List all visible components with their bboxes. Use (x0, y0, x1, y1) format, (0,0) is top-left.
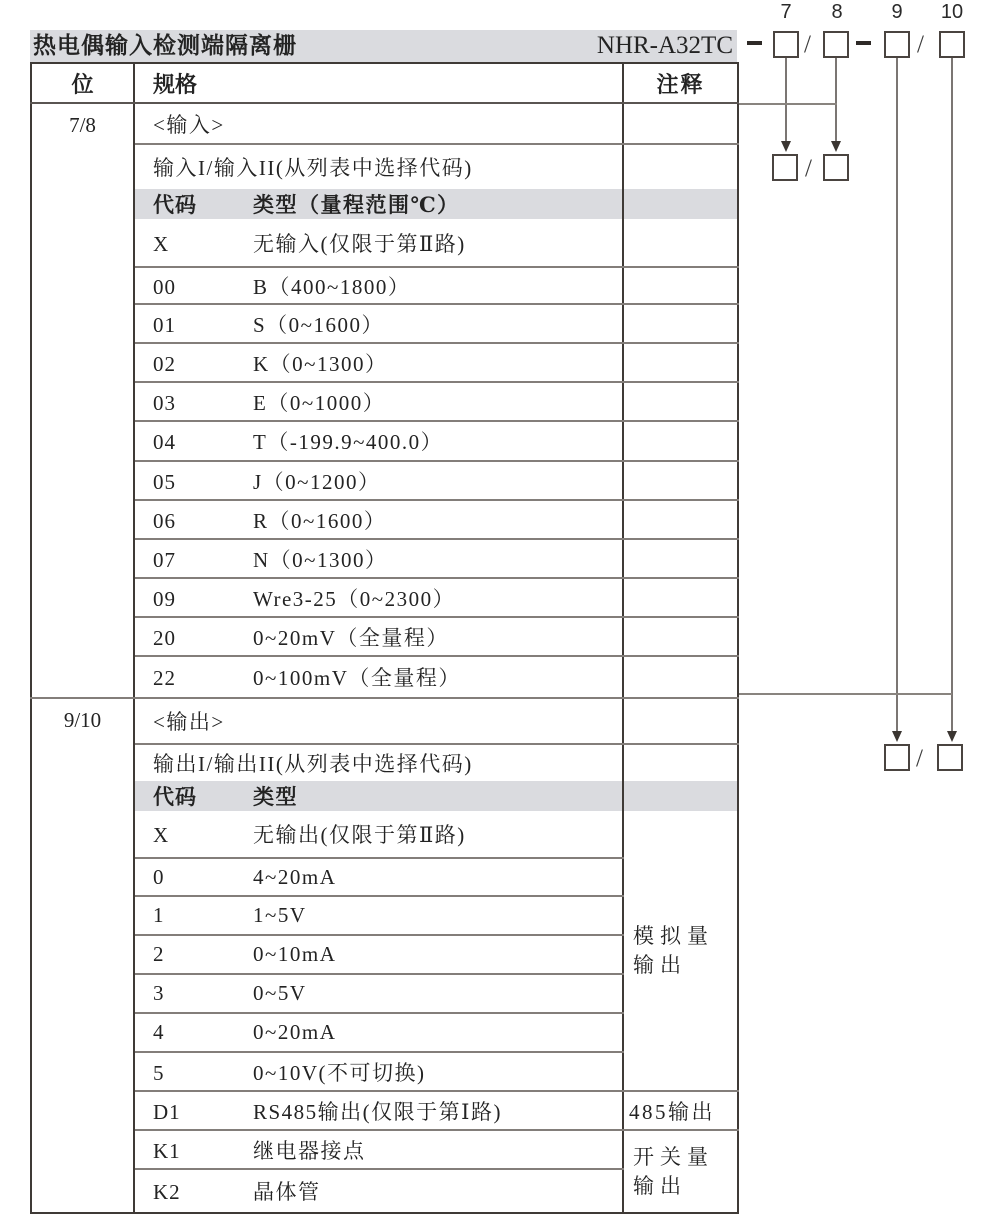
table-row (31, 144, 738, 189)
row-type: 0~20mV（全量程） (253, 625, 449, 650)
note-analog-output: 模拟量输出 (623, 811, 738, 1091)
table-row (31, 656, 738, 698)
row-type: Wre3-25（0~2300） (253, 586, 456, 611)
row-type: N（0~1300） (253, 547, 388, 572)
row-type: 0~10mA (253, 942, 337, 966)
arrow-down-icon (831, 141, 841, 152)
list-header-row (31, 189, 738, 219)
section-intro: <输入> (134, 103, 623, 144)
row-type: 无输入(仅限于第Ⅱ路) (253, 231, 466, 256)
table-row (31, 382, 738, 421)
section-pos-910: 9/10 (31, 698, 134, 1213)
code-box-digit-10 (939, 31, 965, 58)
code-box-digit-9 (884, 31, 910, 58)
arrow-down-icon (892, 731, 902, 742)
table-row (31, 343, 738, 382)
arrow-down-icon (947, 731, 957, 742)
list-header-code: 代码 (153, 193, 197, 217)
list-header-row (31, 781, 738, 811)
code-box-digit-8 (823, 31, 849, 58)
drop-line-7 (785, 58, 787, 142)
row-type: S（0~1600） (253, 312, 385, 337)
arrow-down-icon (781, 141, 791, 152)
row-code: X (153, 823, 170, 847)
table-row (31, 578, 738, 617)
row-type: R（0~1600） (253, 508, 387, 533)
row-type: B（400~1800） (253, 274, 411, 299)
digit-label-10: 10 (940, 1, 964, 23)
row-code: 01 (153, 312, 176, 337)
row-type: 0~10V(不可切换) (253, 1060, 426, 1085)
row-type: 0~20mA (253, 1020, 337, 1044)
slash-separator: / (916, 745, 923, 772)
digit-label-9: 9 (891, 1, 903, 23)
row-code: 03 (153, 390, 176, 415)
row-code: 20 (153, 625, 176, 650)
row-code: 02 (153, 351, 176, 376)
slash-separator: / (804, 31, 811, 58)
drop-line-10 (951, 58, 953, 732)
slash-separator: / (917, 31, 924, 58)
row-code: X (153, 231, 170, 256)
list-header-type: 类型 (253, 785, 298, 809)
connector-line-910 (737, 693, 952, 695)
row-code: 04 (153, 430, 176, 454)
table-row (31, 461, 738, 500)
col-header-spec: 规格 (134, 63, 623, 103)
row-type: 0~100mV（全量程） (253, 666, 461, 690)
row-code: 2 (153, 942, 165, 966)
row-code: K1 (153, 1138, 181, 1163)
row-type: 0~5V (253, 981, 307, 1005)
digit-label-8: 8 (831, 1, 843, 23)
table-row (31, 1091, 738, 1130)
dash-separator (856, 41, 871, 45)
input-code-box-1 (772, 154, 798, 181)
row-code: 3 (153, 981, 165, 1005)
row-code: 09 (153, 586, 176, 611)
table-row (31, 103, 738, 144)
row-type: RS485输出(仅限于第Ⅰ路) (253, 1099, 502, 1124)
note-switch-output: 开关量输出 (633, 1145, 714, 1198)
row-type: 4~20mA (253, 864, 337, 889)
list-header-type: 类型（量程范围℃） (253, 193, 460, 217)
row-code: 1 (153, 903, 165, 927)
row-code: 22 (153, 666, 176, 690)
note-485-output: 485输出 (623, 1091, 738, 1130)
col-header-note: 注释 (623, 63, 738, 103)
row-type: E（0~1000） (253, 390, 386, 415)
row-type: T（-199.9~400.0） (253, 430, 444, 454)
row-type: 无输出(仅限于第Ⅱ路) (253, 823, 466, 847)
table-row (31, 744, 738, 781)
model-code: NHR-A32TC (596, 32, 733, 59)
code-box-digit-7 (773, 31, 799, 58)
digit-label-7: 7 (780, 1, 792, 23)
row-code: 06 (153, 508, 176, 533)
table-row (31, 500, 738, 539)
title-bar (30, 30, 737, 62)
input-code-box-2 (823, 154, 849, 181)
output-code-box-2 (937, 744, 963, 771)
table-row (31, 811, 738, 858)
section-intro: <输出> (134, 698, 623, 744)
row-code: 4 (153, 1020, 165, 1044)
row-code: 5 (153, 1060, 165, 1085)
list-header-code: 代码 (153, 785, 197, 809)
dash-separator (747, 41, 762, 45)
row-code: 0 (153, 864, 165, 889)
table-row (31, 539, 738, 578)
section-subtitle: 输出I/输出II(从列表中选择代码) (134, 744, 623, 781)
slash-separator: / (805, 155, 812, 182)
row-type: J（0~1200） (253, 469, 381, 494)
row-type: 继电器接点 (253, 1138, 366, 1163)
row-code: 00 (153, 274, 176, 299)
table-header-row (31, 63, 738, 103)
section-subtitle: 输入I/输入II(从列表中选择代码) (134, 144, 623, 189)
table-row (31, 698, 738, 744)
table-row (31, 267, 738, 304)
connector-line-78 (737, 103, 837, 105)
row-type: 晶体管 (253, 1180, 321, 1204)
page-title: 热电偶输入检测端隔离栅 (33, 33, 297, 58)
row-type: K（0~1300） (253, 351, 388, 376)
row-type: 1~5V (253, 903, 307, 927)
table-row (31, 421, 738, 461)
output-code-box-1 (884, 744, 910, 771)
row-code: K2 (153, 1180, 181, 1204)
section-pos-78: 7/8 (31, 103, 134, 698)
ordering-table (30, 62, 739, 1214)
row-code: 05 (153, 469, 176, 494)
table-row (31, 304, 738, 343)
col-header-pos: 位 (31, 63, 134, 103)
drop-line-9 (896, 58, 898, 732)
row-code: 07 (153, 547, 176, 572)
table-row (31, 1130, 738, 1169)
table-row (31, 219, 738, 267)
drop-line-8 (835, 58, 837, 142)
row-code: D1 (153, 1099, 181, 1124)
table-row (31, 617, 738, 656)
